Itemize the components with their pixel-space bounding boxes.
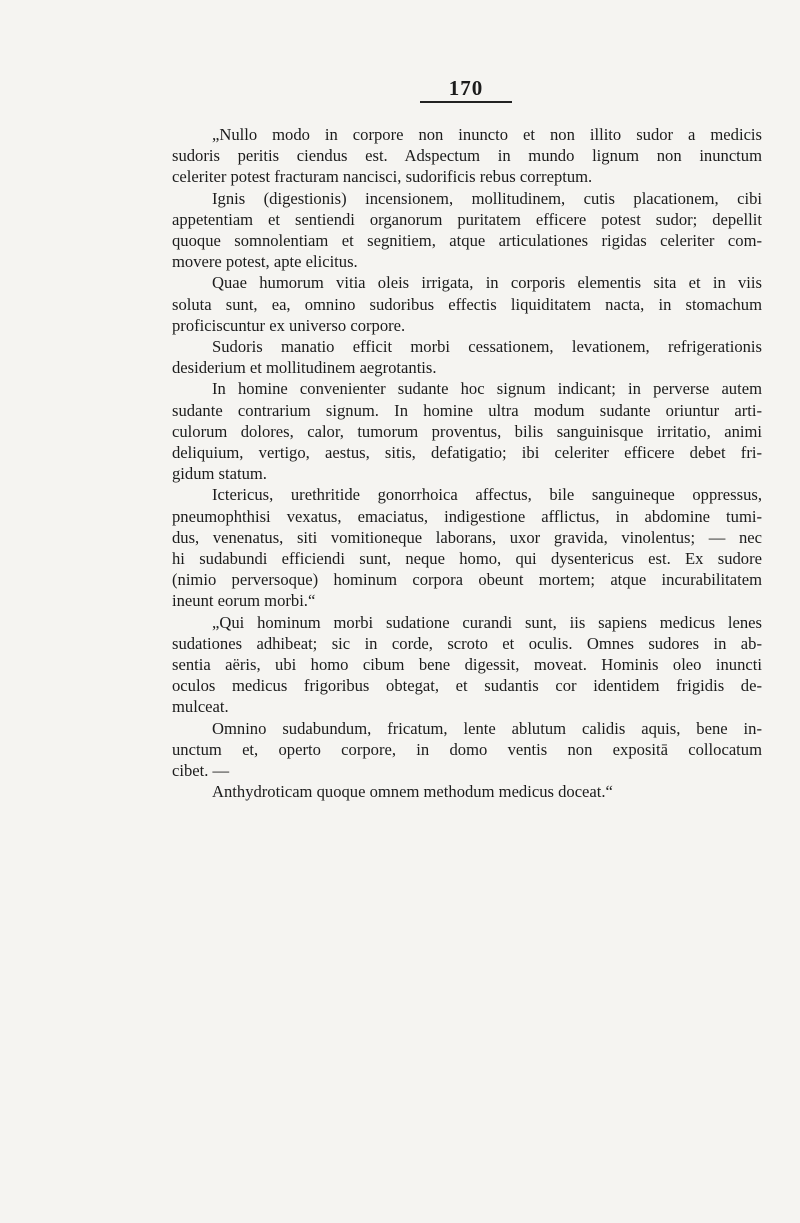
text-line: (nimio perversoque) hominum corpora obeunt mortem; atque incurabilitatem [172,570,762,590]
paragraph [172,781,762,802]
text-line: pneumophthisi vexatus, emaciatus, indigestione afflictus, in abdomine tumi- [172,506,762,526]
text-line: Anthydroticam quoque omnem methodum medicus doceat.“ [212,782,613,802]
text-line: Sudoris manatio efficit morbi cessationem, levationem, refrigerationis [212,337,762,357]
paragraph [172,612,762,718]
text-line: proficiscuntur ex universo corpore. [172,315,406,335]
text-line: sudationes adhibeat; sic in corde, scroto et oculis. Omnes sudores in ab- [172,633,762,653]
text-line: quoque somnolentiam et segnitiem, atque articulationes rigidas celeriter com- [172,231,762,251]
paragraph [172,336,762,378]
text-line: gidum statum. [172,464,267,484]
paragraph [172,272,762,336]
text-line: Ignis (digestionis) incensionem, mollitudinem, cutis placationem, cibi [212,188,762,208]
text-line: sentia aëris, ubi homo cibum bene digessit, moveat. Hominis oleo inuncti [172,655,762,675]
text-line: sudante contrarium signum. In homine ultra modum sudante oriuntur arti- [172,400,762,420]
text-line: hi sudabundi efficiendi sunt, neque homo, qui dysentericus est. Ex sudore [172,549,762,569]
body-text [172,124,762,803]
paragraph [172,124,762,188]
text-line: Omnino sudabundum, fricatum, lente ablutum calidis aquis, bene in- [212,718,762,738]
page-number: 170 [448,76,484,100]
text-line: „Nullo modo in corpore non inuncto et non illito sudor a medicis [212,125,762,144]
text-line: cibet. — [172,761,230,781]
text-line: dus, venenatus, siti vomitioneque laborans, uxor gravida, vinolentus; — nec [172,527,762,547]
paragraph [172,718,762,782]
text-line: ineunt eorum morbi.“ [172,591,316,611]
text-line: movere potest, apte elicitus. [172,252,358,272]
text-line: unctum et, operto corpore, in domo ventis non expositā collocatum [172,739,762,759]
paragraph [172,378,762,484]
text-line: In homine convenienter sudante hoc signum indicant; in perverse autem [212,379,762,399]
text-line: appetentiam et sentiendi organorum puritatem efficere potest sudor; depellit [172,209,762,229]
text-line: „Qui hominum morbi sudatione curandi sunt, iis sapiens medicus lenes [212,612,762,632]
paragraph [172,484,762,611]
text-line: celeriter potest fracturam nancisci, sudorificis rebus correptum. [172,167,593,187]
text-line: oculos medicus frigoribus obtegat, et sudantis cor identidem frigidis de- [172,676,762,696]
text-line: culorum dolores, calor, tumorum proventus, bilis sanguinisque irritatio, animi [172,421,762,441]
text-line: Ictericus, urethritide gonorrhoica affectus, bile sanguineque oppressus, [212,485,762,505]
text-line: deliquium, vertigo, aestus, sitis, defatigatio; ibi celeriter efficere debet fri- [172,443,762,463]
paragraph [172,188,762,273]
header-rule [420,101,512,103]
text-line: soluta sunt, ea, omnino sudoribus effectis liquiditatem nacta, in stomachum [172,294,762,314]
text-line: mulceat. [172,697,229,717]
text-line: Quae humorum vitia oleis irrigata, in corporis elementis sita et in viis [212,273,762,293]
text-line: sudoris peritis ciendus est. Adspectum in mundo lignum non inunctum [172,146,762,166]
text-line: desiderium et mollitudinem aegrotantis. [172,358,437,378]
